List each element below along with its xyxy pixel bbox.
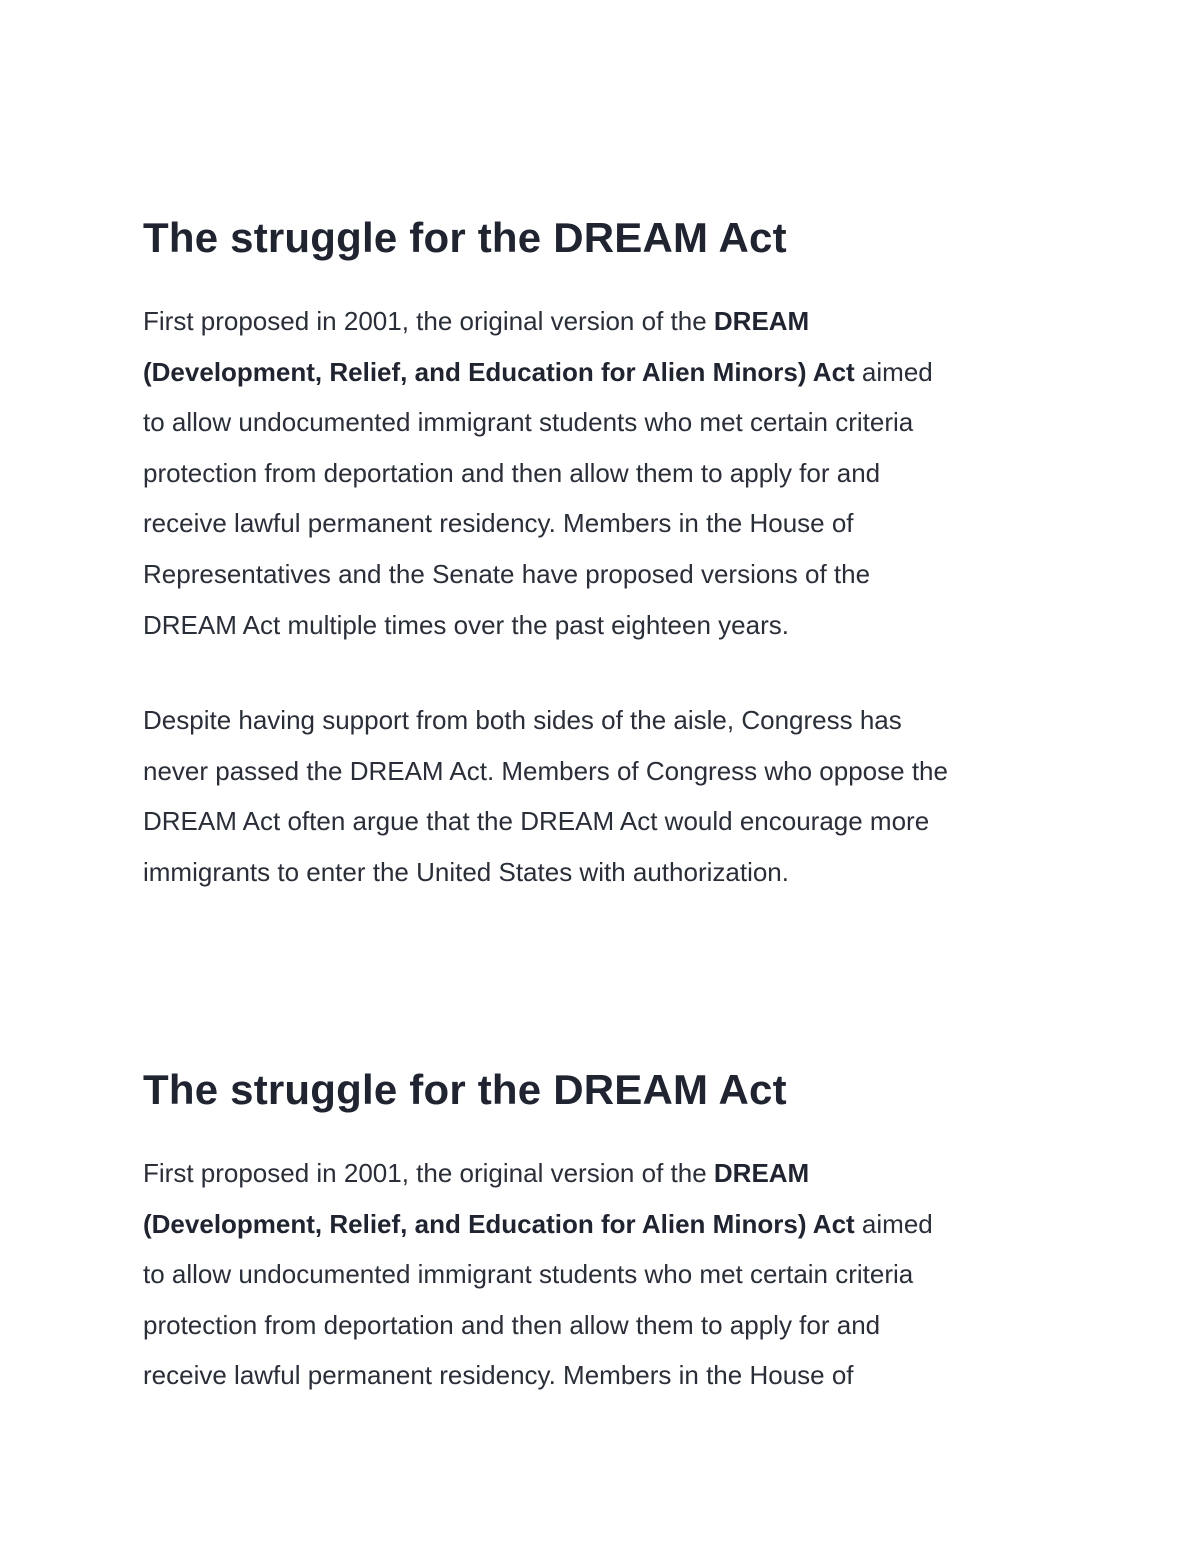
body-paragraph xyxy=(143,296,1073,650)
text-run: aimed xyxy=(854,1208,933,1239)
bold-term: (Development, Relief, and Education for Alien Minors) Act xyxy=(143,356,855,387)
section-heading: The struggle for the DREAM Act xyxy=(143,214,787,261)
text-line xyxy=(143,296,1073,347)
bold-term: DREAM xyxy=(713,1158,810,1188)
text-line: receive lawful permanent residency. Members in the House of xyxy=(143,508,854,539)
body-paragraph xyxy=(143,695,1073,897)
bold-term: DREAM xyxy=(713,306,810,336)
article-section xyxy=(143,212,1073,898)
text-line: DREAM Act multiple times over the past eighteen years. xyxy=(143,609,789,640)
text-line: never passed the DREAM Act. Members of Congress who oppose the xyxy=(143,755,948,786)
text-line: protection from deportation and then allow them to apply for and xyxy=(143,1309,881,1340)
text-line: to allow undocumented immigrant students who met certain criteria xyxy=(143,407,914,438)
text-line: Representatives and the Senate have proposed versions of the xyxy=(143,558,871,589)
text-line: receive lawful permanent residency. Members in the House of xyxy=(143,1360,854,1391)
text-line: Despite having support from both sides of the aisle, Congress has xyxy=(143,705,902,736)
text-line xyxy=(143,1148,1073,1199)
article-section xyxy=(143,1064,1073,1401)
text-line: to allow undocumented immigrant students who met certain criteria xyxy=(143,1259,914,1290)
text-run: First proposed in 2001, the original version of the xyxy=(143,1158,714,1188)
text-line: DREAM Act often argue that the DREAM Act would encourage more xyxy=(143,806,930,837)
text-line: protection from deportation and then allow them to apply for and xyxy=(143,457,881,488)
text-run: First proposed in 2001, the original version of the xyxy=(143,306,714,336)
text-line xyxy=(143,1199,1073,1250)
text-line: immigrants to enter the United States with authorization. xyxy=(143,856,789,887)
text-run: aimed xyxy=(854,356,933,387)
body-paragraph xyxy=(143,1148,1073,1401)
bold-term: (Development, Relief, and Education for Alien Minors) Act xyxy=(143,1208,855,1239)
text-line xyxy=(143,347,1073,398)
section-heading: The struggle for the DREAM Act xyxy=(143,1066,787,1113)
